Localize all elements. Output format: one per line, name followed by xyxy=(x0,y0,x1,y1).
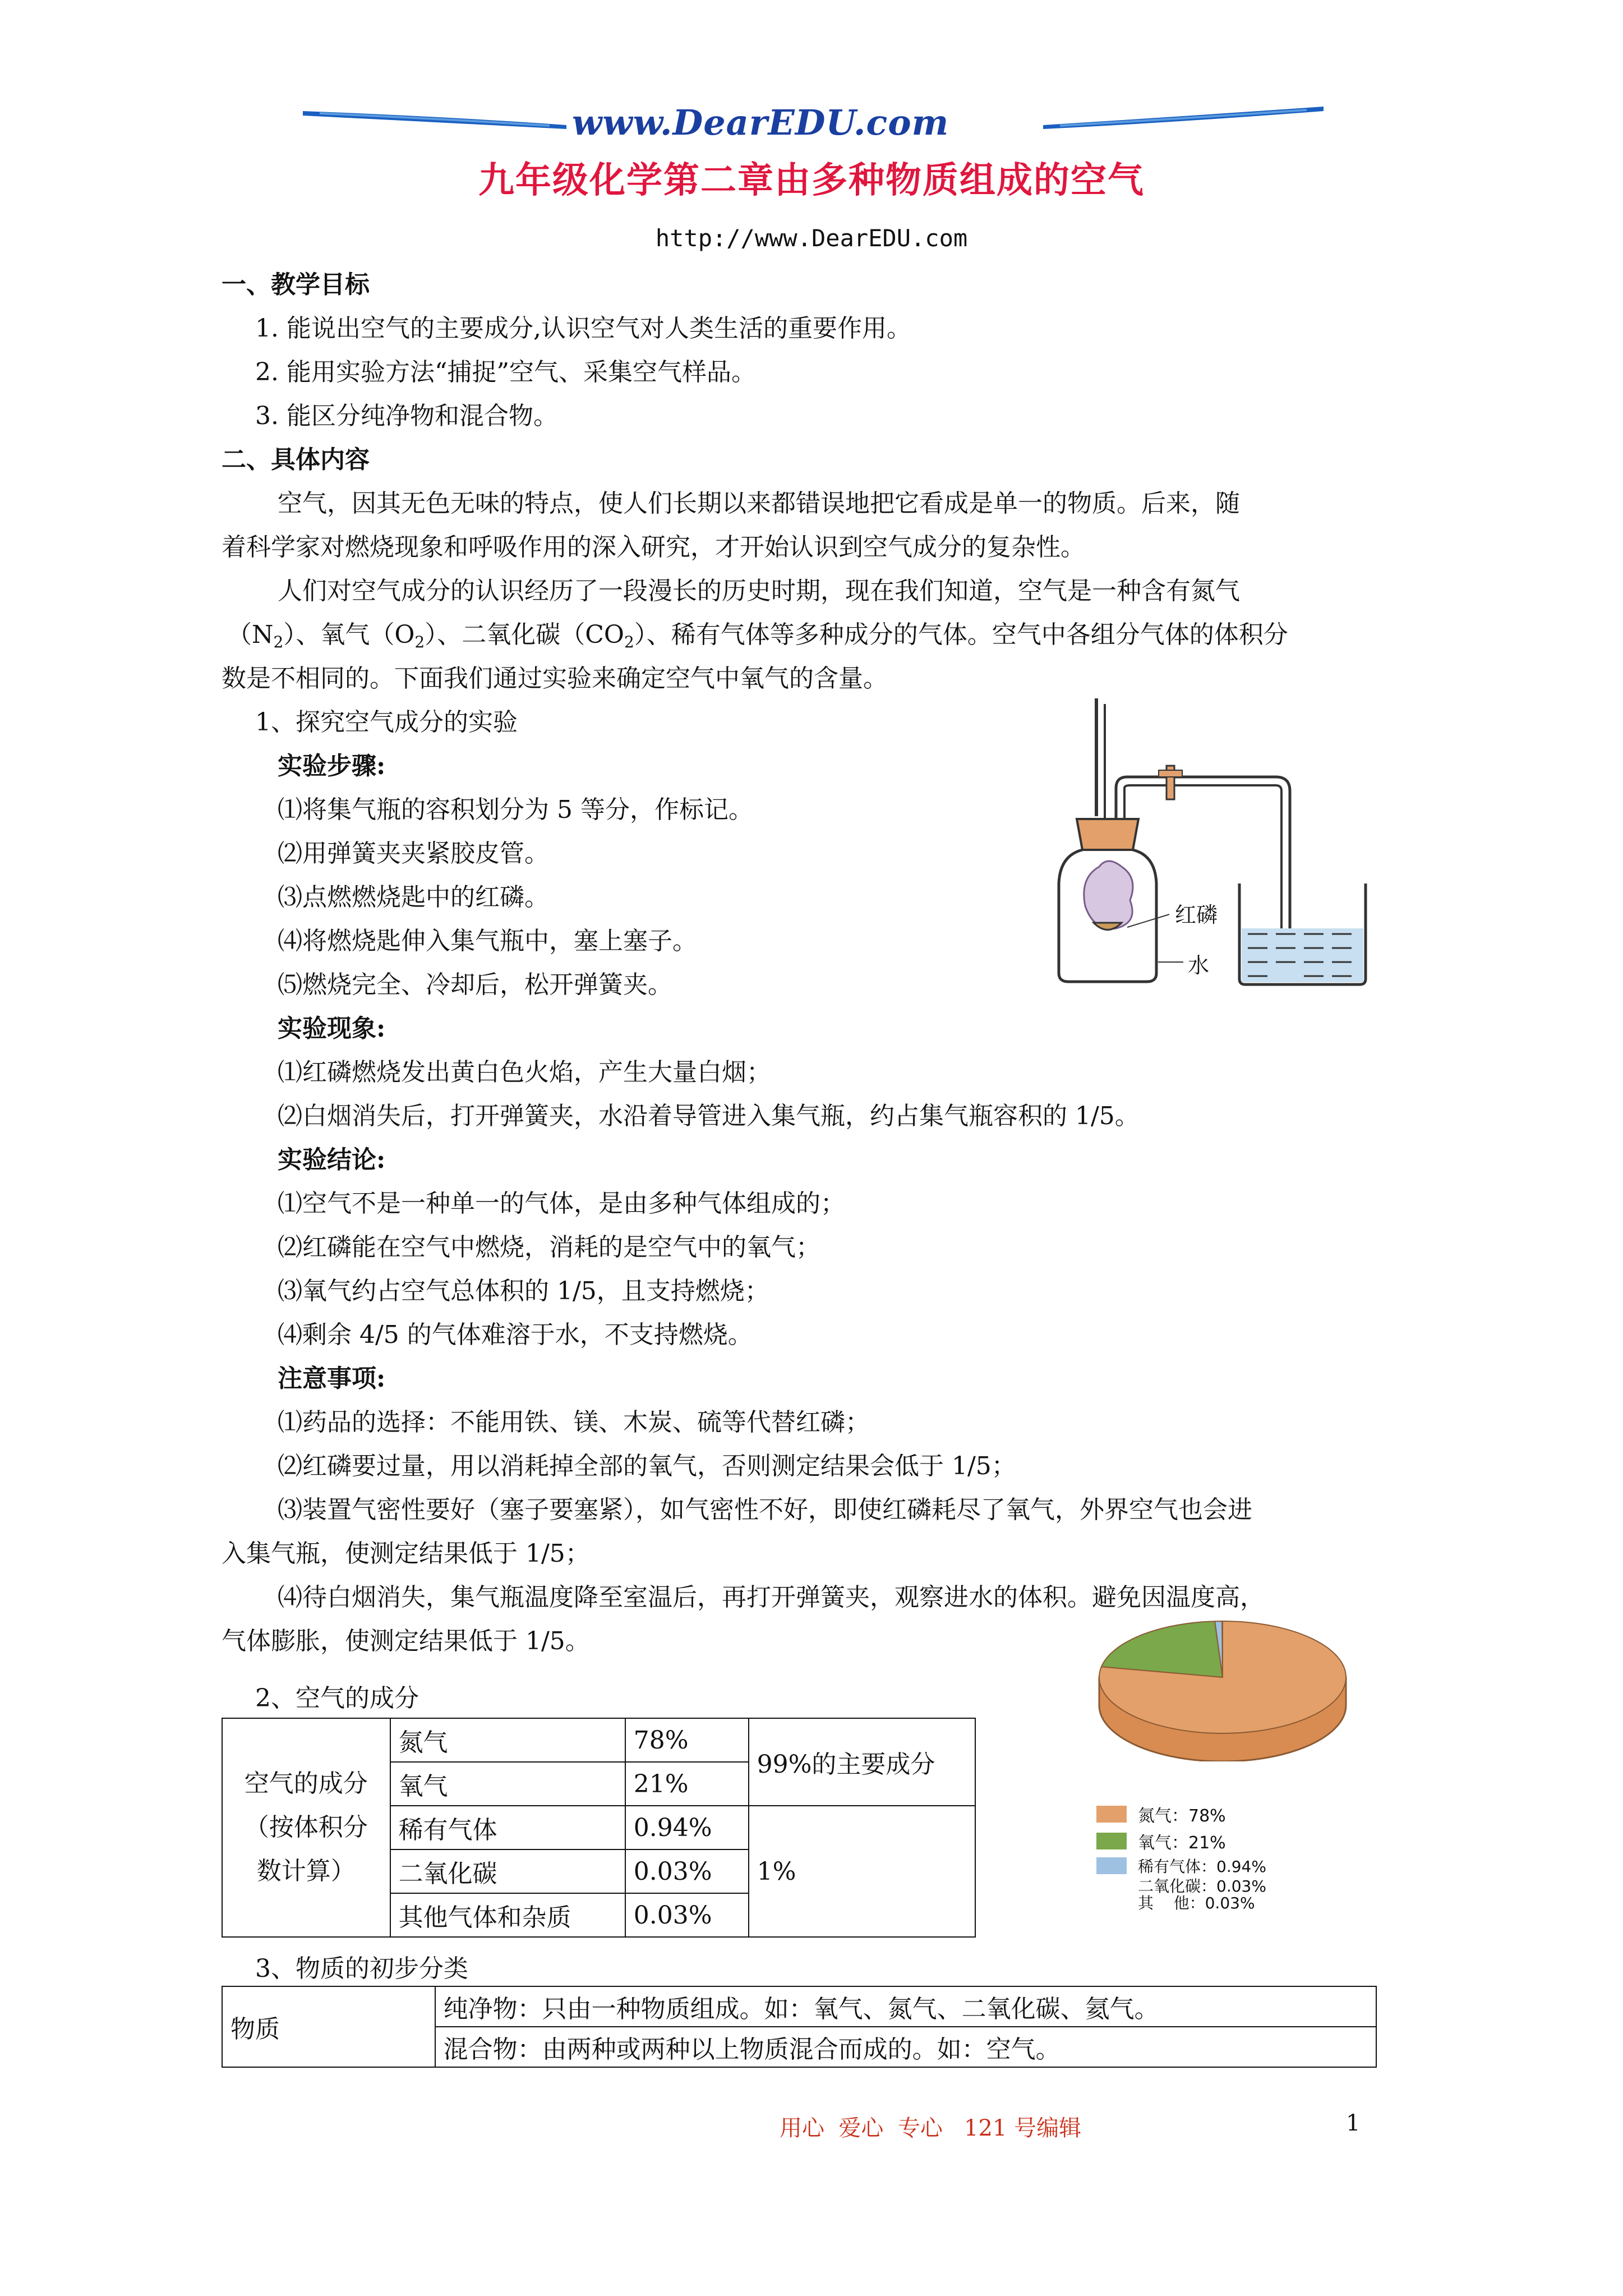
label-water: 水 xyxy=(1188,953,1210,978)
classification-table xyxy=(222,1986,1377,2068)
step-item: ⑴将集气瓶的容积划分为 5 等分，作标记。 xyxy=(278,795,753,824)
classification-label: 物质 xyxy=(222,1986,435,2067)
note-item: ⑵红磷要过量，用以消耗掉全部的氧气，否则测定结果会低于 1/5； xyxy=(278,1452,1016,1480)
label-phosphorus: 红磷 xyxy=(1175,903,1218,927)
legend-label: 其 他：0.03% xyxy=(1138,1894,1255,1912)
composition-title: 2、空气的成分 xyxy=(255,1684,419,1713)
table-cell: 1% xyxy=(749,1806,975,1937)
paragraph-line: 数是不相同的。下面我们通过实验来确定空气中氧气的含量。 xyxy=(222,664,888,693)
table-cell: 稀有气体 xyxy=(390,1806,625,1849)
legend-item xyxy=(1096,1855,1266,1877)
air-composition-pie-chart xyxy=(1094,1616,1352,1761)
table-cell: 78% xyxy=(625,1718,749,1762)
footer-text: 用心 爱心 专心 121 号编辑 xyxy=(780,2115,1082,2141)
note-item: ⑷待白烟消失，集气瓶温度降至室温后，再打开弹簧夹，观察进水的体积。避免因温度高， xyxy=(278,1583,1265,1612)
table-cell: 氮气 xyxy=(390,1718,625,1762)
phenomenon-item: ⑵白烟消失后，打开弹簧夹，水沿着导管进入集气瓶，约占集气瓶容积的 1/5。 xyxy=(278,1102,1140,1130)
step-item: ⑵用弹簧夹夹紧胶皮管。 xyxy=(278,839,549,868)
document-url: http://www.DearEDU.com xyxy=(655,224,968,252)
table-cell: 氧气 xyxy=(390,1762,625,1806)
note-item: 气体膨胀，使测定结果低于 1/5。 xyxy=(222,1627,590,1655)
paragraph-line: 人们对空气成分的认识经历了一段漫长的历史时期，现在我们知道，空气是一种含有氮气 xyxy=(278,577,1240,605)
legend-item xyxy=(1096,1828,1266,1855)
legend-item xyxy=(1096,1894,1266,1911)
conclusion-heading: 实验结论: xyxy=(278,1145,386,1174)
paragraph-line: 着科学家对燃烧现象和呼吸作用的深入研究，才开始认识到空气成分的复杂性。 xyxy=(222,533,1085,562)
step-item: ⑶点燃燃烧匙中的红磷。 xyxy=(278,883,549,912)
phenomena-heading: 实验现象: xyxy=(278,1014,386,1043)
legend-label: 氮气：78% xyxy=(1138,1806,1226,1826)
note-item: ⑴药品的选择：不能用铁、镁、木炭、硫等代替红磷； xyxy=(278,1408,870,1437)
goal-item: 1. 能说出空气的主要成分,认识空气对人类生活的重要作用。 xyxy=(255,314,911,343)
site-logo-text: www.DearEDU.com xyxy=(572,102,949,143)
table-cell: 21% xyxy=(625,1762,749,1806)
note-item: ⑶装置气密性要好（塞子要塞紧），如气密性不好，即使红磷耗尽了氧气，外界空气也会进 xyxy=(278,1496,1252,1524)
section-heading-content: 二、具体内容 xyxy=(222,445,370,474)
table-cell: 二氧化碳 xyxy=(390,1849,625,1893)
legend-label: 二氧化碳：0.03% xyxy=(1138,1877,1266,1895)
section-heading-goals: 一、教学目标 xyxy=(222,270,370,299)
note-item: 入集气瓶，使测定结果低于 1/5； xyxy=(222,1539,590,1568)
goal-item: 2. 能用实验方法“捕捉”空气、采集空气样品。 xyxy=(255,358,756,386)
pie-slice-1 xyxy=(1101,1621,1223,1677)
legend-swatch xyxy=(1096,1857,1127,1874)
table-cell: 0.94% xyxy=(625,1806,749,1849)
apparatus-diagram xyxy=(1054,698,1413,990)
classification-pure: 纯净物：只由一种物质组成。如：氧气、氮气、二氧化碳、氦气。 xyxy=(435,1986,1376,2027)
conclusion-item: ⑶氧气约占空气总体积的 1/5，且支持燃烧； xyxy=(278,1277,769,1305)
paragraph-line: 空气，因其无色无味的特点，使人们长期以来都错误地把它看成是单一的物质。后来，随 xyxy=(278,489,1240,518)
step-item: ⑸燃烧完全、冷却后，松开弹簧夹。 xyxy=(278,970,672,999)
composition-table xyxy=(222,1718,976,1938)
table-row-header: 空气的成分 （按体积分 数计算） xyxy=(222,1718,390,1937)
page-number: 1 xyxy=(1346,2110,1361,2136)
table-cell: 0.03% xyxy=(625,1849,749,1893)
step-item: ⑷将燃烧匙伸入集气瓶中，塞上塞子。 xyxy=(278,927,697,955)
steps-heading: 实验步骤: xyxy=(278,752,386,780)
legend-item xyxy=(1096,1801,1266,1828)
legend-label: 稀有气体：0.94% xyxy=(1138,1857,1266,1876)
table-cell: 99%的主要成分 xyxy=(749,1718,975,1806)
pie-legend xyxy=(1096,1801,1266,1911)
document-title: 九年级化学第二章由多种物质组成的空气 xyxy=(478,160,1145,201)
table-cell: 其他气体和杂质 xyxy=(390,1893,625,1937)
legend-swatch xyxy=(1096,1806,1127,1823)
classification-title: 3、物质的初步分类 xyxy=(255,1954,468,1983)
conclusion-item: ⑵红磷能在空气中燃烧，消耗的是空气中的氧气； xyxy=(278,1233,820,1262)
legend-swatch xyxy=(1096,1833,1127,1849)
experiment-title: 1、探究空气成分的实验 xyxy=(255,708,518,737)
legend-label: 氧气：21% xyxy=(1138,1833,1226,1853)
phenomenon-item: ⑴红磷燃烧发出黄白色火焰，产生大量白烟； xyxy=(278,1058,771,1087)
paragraph-line-formulas: $(N_2)$、氧气$(O_2)$、二氧化碳$(CO_2)$、稀有气体等多种成分的气体。空气中各组分气体的体积分 xyxy=(227,620,1288,651)
conclusion-item: ⑷剩余 4/5 的气体难溶于水，不支持燃烧。 xyxy=(278,1320,753,1349)
notes-heading: 注意事项: xyxy=(278,1364,386,1393)
conclusion-item: ⑴空气不是一种单一的气体，是由多种气体组成的； xyxy=(278,1189,845,1218)
table-cell: 0.03% xyxy=(625,1893,749,1937)
goal-item: 3. 能区分纯净物和混合物。 xyxy=(255,402,558,430)
classification-mixture: 混合物：由两种或两种以上物质混合而成的。如：空气。 xyxy=(435,2027,1376,2067)
